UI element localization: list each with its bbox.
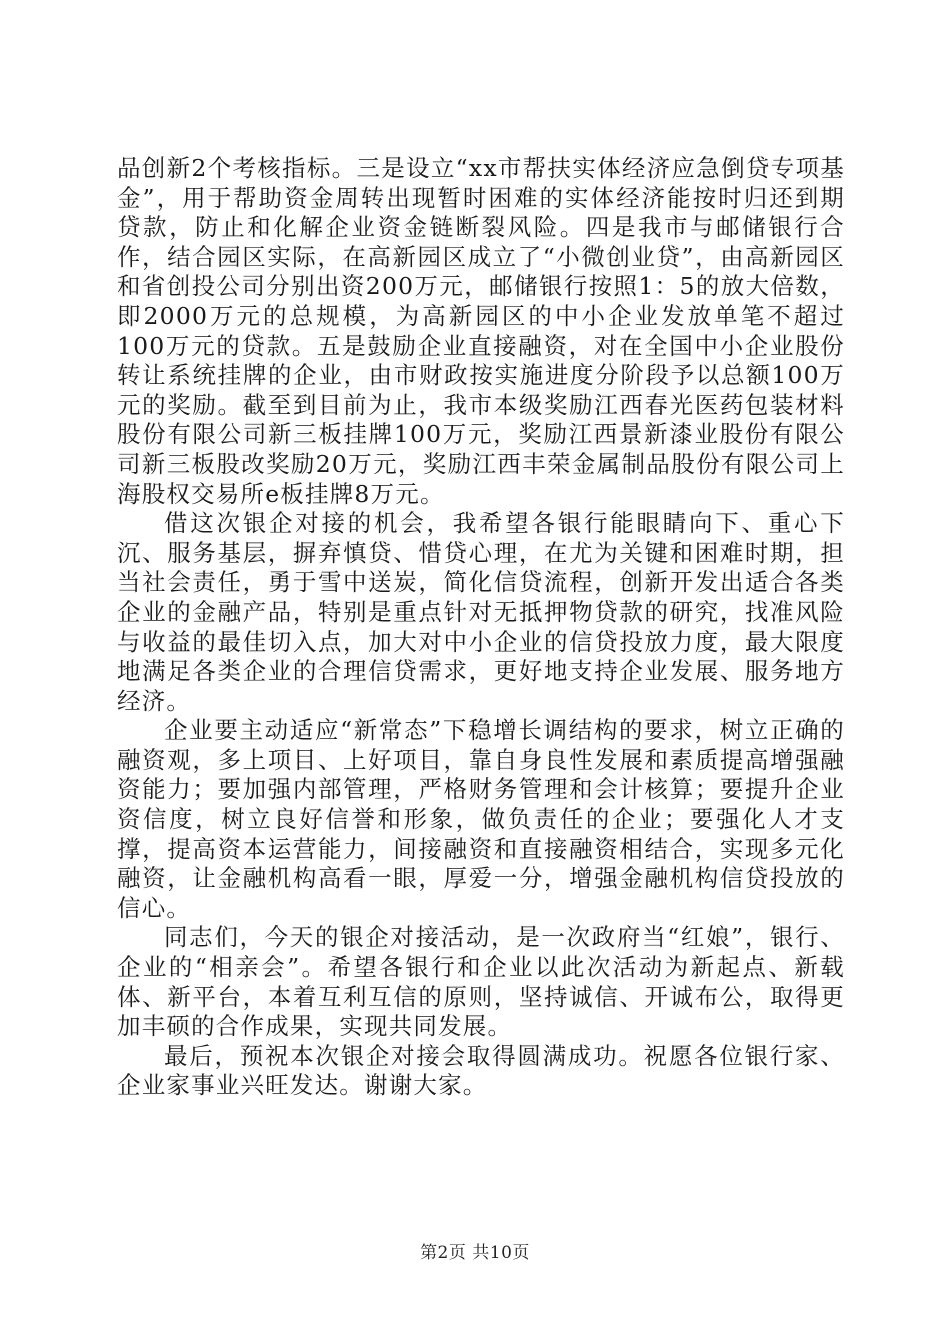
paragraph-final-wishes: 最后，预祝本次银企对接会取得圆满成功。祝愿各位银行家、企业家事业兴旺发达。谢谢大家。 (117, 1041, 845, 1100)
page-number-footer: 第2页 共10页 (420, 1243, 530, 1263)
paragraph-bank-appeal: 借这次银企对接的机会，我希望各银行能眼睛向下、重心下沉、服务基层，摒弃慎贷、惜贷心理，在尤为关键和困难时期，担当社会责任，勇于雪中送炭，简化信贷流程，创新开发出适合各类企业的金融产品，特别是重点针对无抵押物贷款的研究，找准风险与收益的最佳切入点，加大对中小企业的信贷投放力度，最大限度地满足各类企业的合理信贷需求，更好地支持企业发展、服务地方经济。 (117, 509, 845, 715)
paragraph-continued: 品创新2个考核指标。三是设立“xx市帮扶实体经济应急倒贷专项基金”，用于帮助资金周转出现暂时困难的实体经济能按时归还到期贷款，防止和化解企业资金链断裂风险。四是我市与邮储银行合作，结合园区实际，在高新园区成立了“小微创业贷”，由高新园区和省创投公司分别出资200万元，邮储银行按照1：5的放大倍数，即2000万元的总规模，为高新园区的中小企业发放单笔不超过100万元的贷款。五是鼓励企业直接融资，对在全国中小企业股份转让系统挂牌的企业，由市财政按实施进度分阶段予以总额100万元的奖励。截至到目前为止，我市本级奖励江西春光医药包装材料股份有限公司新三板挂牌100万元，奖励江西景新漆业股份有限公司新三板股改奖励20万元，奖励江西丰荣金属制品股份有限公司上海股权交易所e板挂牌8万元。 (117, 154, 845, 508)
paragraph-enterprise-appeal: 企业要主动适应“新常态”下稳增长调结构的要求，树立正确的融资观，多上项目、上好项目，靠自身良性发展和素质提高增强融资能力；要加强内部管理，严格财务管理和会计核算；要提升企业资信度，树立良好信誉和形象，做负责任的企业；要强化人才支撑，提高资本运营能力，间接融资和直接融资相结合，实现多元化融资，让金融机构高看一眼，厚爱一分，增强金融机构信贷投放的信心。 (117, 716, 845, 922)
paragraph-closing-remarks: 同志们，今天的银企对接活动，是一次政府当“红娘”，银行、企业的“相亲会”。希望各银行和企业以此次活动为新起点、新载体、新平台，本着互利互信的原则，坚持诚信、开诚布公，取得更加丰硕的合作成果，实现共同发展。 (117, 923, 845, 1041)
document-body (117, 154, 845, 1101)
